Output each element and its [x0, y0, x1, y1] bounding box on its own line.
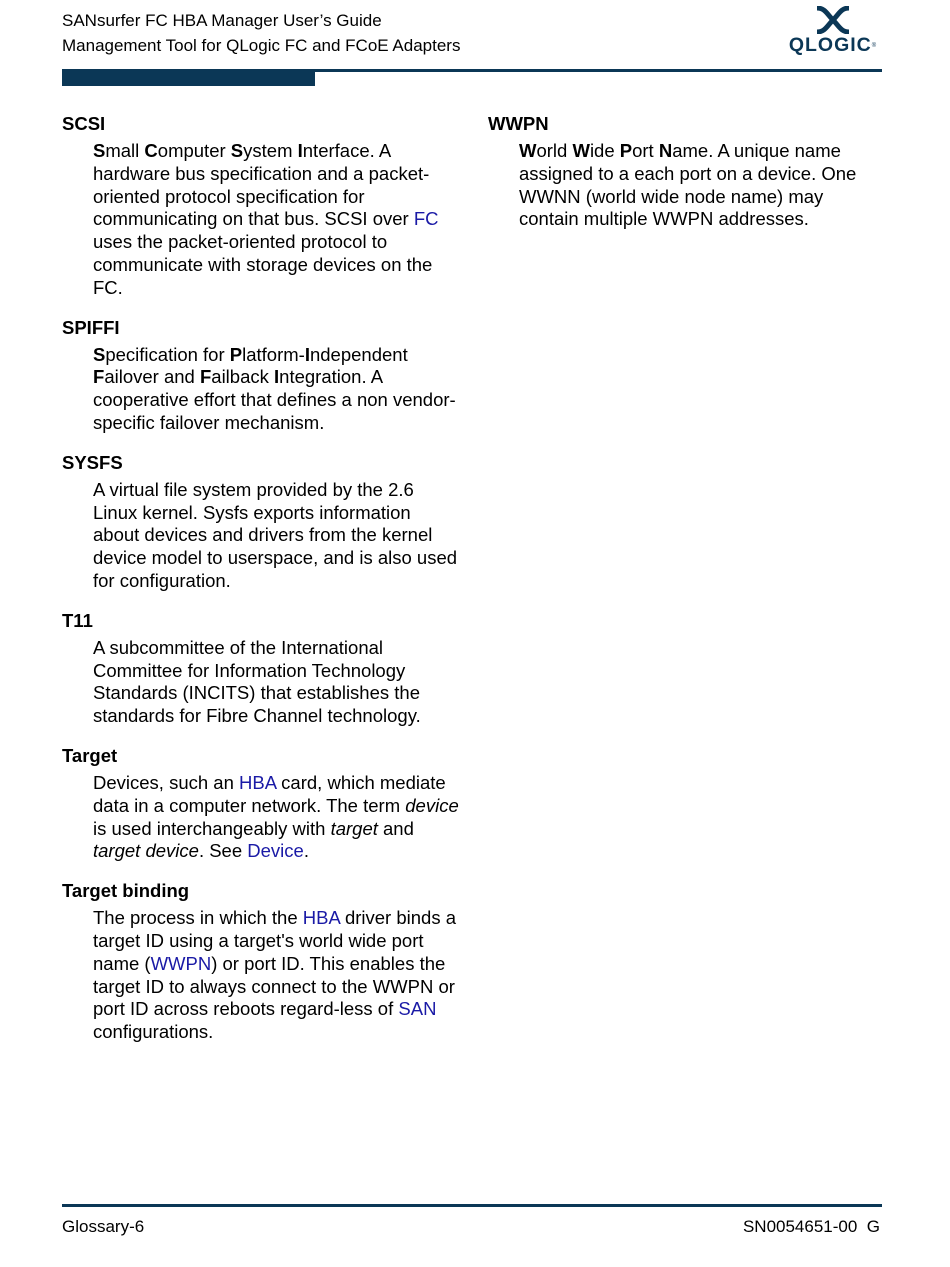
definition-spiffi: Specification for Platform-Independent Failover and Failback Integration. A cooperative effort that defines a non vendor-specific failover mechanism.	[93, 343, 456, 433]
term-scsi: SCSI	[62, 113, 106, 134]
glossary-entry-sysfs	[62, 451, 462, 593]
term-target: Target	[62, 744, 118, 766]
link-wwpn[interactable]: WWPN	[150, 952, 212, 974]
logo-wordmark: QLOGIC®	[788, 34, 878, 56]
qlogic-logo	[788, 6, 878, 62]
definition-target-binding: The process in which the HBA driver binds a target ID using a target's world wide port name (WWPN) or port ID. This enables the target ID to always connect to the WWPN or port ID across reboots regard-less of SAN configurations.	[93, 907, 457, 1043]
link-fc[interactable]: FC	[413, 208, 439, 230]
glossary-entry-t11	[62, 609, 462, 728]
definition-target: Devices, such an HBA card, which mediate data in a computer network. The term device is used interchangeably with target and target device. See Device.	[93, 771, 459, 862]
definition-t11: A subcommittee of the International Committee for Information Technology Standards (INCITS) that establishes the standards for Fibre Channel technology.	[93, 636, 421, 727]
header-subtitle: Management Tool for QLogic FC and FCoE Adapters	[62, 35, 461, 55]
page-number: Glossary-6	[62, 1217, 145, 1236]
term-t11: T11	[62, 609, 93, 631]
glossary-entry-target	[62, 744, 462, 863]
document-id: SN0054651-00 G	[742, 1217, 880, 1236]
term-sysfs: SYSFS	[62, 451, 123, 473]
glossary-right-column	[488, 112, 888, 247]
header-title: SANsurfer FC HBA Manager User’s Guide	[62, 11, 382, 30]
term-target-binding: Target binding	[62, 880, 190, 902]
glossary-left-column	[62, 112, 462, 1060]
link-san[interactable]: SAN	[398, 998, 437, 1020]
definition-sysfs: A virtual file system provided by the 2.6 Linux kernel. Sysfs exports information about devices and drivers from the kernel device model to userspace, and is also used for configuration.	[93, 478, 458, 591]
running-header	[62, 9, 460, 58]
glossary-entry-spiffi	[62, 316, 462, 435]
link-device[interactable]: Device	[247, 840, 304, 862]
qlogic-mark-icon	[813, 6, 853, 34]
definition-wwpn: World Wide Port Name. A unique name assigned to a each port on a device. One WWNN (world wide node name) may contain multiple WWPN addresses.	[519, 140, 857, 230]
term-spiffi: SPIFFI	[62, 316, 120, 338]
glossary-entry-scsi	[62, 112, 462, 300]
glossary-entry-wwpn	[488, 112, 888, 231]
link-hba[interactable]: HBA	[302, 907, 340, 929]
definition-scsi: Small Computer System Interface. A hardware bus specification and a packet-oriented protocol specification for communicating on that bus. SCSI over FC uses the packet-oriented protocol to communicate with storage devices on the FC.	[93, 140, 439, 298]
footer-rule	[62, 1204, 882, 1207]
term-wwpn: WWPN	[488, 113, 549, 134]
link-hba[interactable]: HBA	[239, 771, 277, 793]
header-accent-bar	[62, 72, 315, 86]
glossary-entry-target-binding	[62, 879, 462, 1044]
registered-mark: ®	[871, 43, 878, 49]
